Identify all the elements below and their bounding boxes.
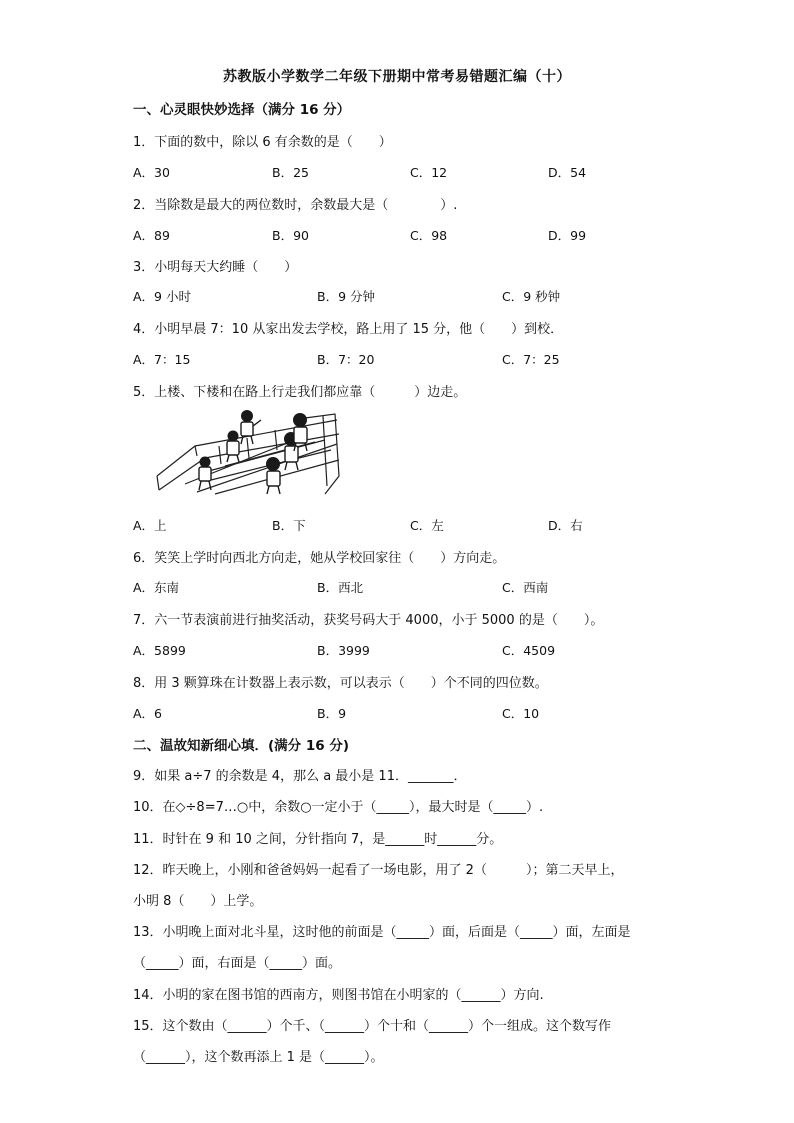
q8-option-a: A．6 bbox=[133, 706, 163, 721]
q3-option-a: A．9 小时 bbox=[133, 289, 191, 304]
question-14: 14．小明的家在图书馆的西南方，则图书馆在小明家的（______）方向. bbox=[133, 988, 544, 1003]
question-10: 10．在◇÷8=7…○中，余数○一定小于（_____），最大时是（_____）. bbox=[133, 800, 544, 815]
q3-option-c: C．9 秒钟 bbox=[502, 289, 561, 304]
question-15-line-2: （______），这个数再添上 1 是（______）。 bbox=[133, 1050, 384, 1065]
q1-option-c: C．12 bbox=[410, 165, 448, 180]
q7-option-a: A．5899 bbox=[133, 643, 186, 658]
question-2: 2．当除数是最大的两位数时，余数最大是（ ）. bbox=[133, 198, 458, 213]
question-8: 8．用 3 颗算珠在计数器上表示数，可以表示（ ）个不同的四位数。 bbox=[133, 676, 548, 691]
q5-option-a: A．上 bbox=[133, 518, 167, 533]
question-11: 11．时针在 9 和 10 之间，分针指向 7，是______时______分。 bbox=[133, 832, 503, 847]
q3-option-b: B．9 分钟 bbox=[317, 289, 376, 304]
q1-option-d: D．54 bbox=[548, 165, 587, 180]
question-12-line-1: 12．昨天晚上，小刚和爸爸妈妈一起看了一场电影，用了 2（ ）；第二天早上， bbox=[133, 863, 624, 878]
q5-option-b: B．下 bbox=[272, 518, 306, 533]
question-12-line-2: 小明 8（ ）上学。 bbox=[133, 894, 263, 909]
q4-option-c: C．7：25 bbox=[502, 352, 560, 367]
q2-option-d: D．99 bbox=[548, 228, 587, 243]
q1-option-b: B．25 bbox=[272, 165, 309, 180]
q4-option-a: A．7：15 bbox=[133, 352, 191, 367]
question-3: 3．小明每天大约睡（ ） bbox=[133, 260, 298, 275]
section-heading-choice: 一、心灵眼快妙选择（满分 16 分） bbox=[133, 102, 351, 118]
q8-option-c: C．10 bbox=[502, 706, 540, 721]
stairs-children-illustration bbox=[155, 406, 341, 498]
q2-option-b: B．90 bbox=[272, 228, 309, 243]
q1-option-a: A．30 bbox=[133, 165, 170, 180]
q6-option-a: A．东南 bbox=[133, 580, 180, 595]
q7-option-c: C．4509 bbox=[502, 643, 556, 658]
question-9: 9．如果 a÷7 的余数是 4，那么 a 最小是 11．_______． bbox=[133, 769, 467, 784]
page-title: 苏教版小学数学二年级下册期中常考易错题汇编（十） bbox=[223, 69, 571, 85]
question-1: 1．下面的数中，除以 6 有余数的是（ ） bbox=[133, 135, 392, 150]
question-5: 5．上楼、下楼和在路上行走我们都应靠（ ）边走。 bbox=[133, 385, 467, 400]
question-13-line-2: （_____）面，右面是（_____）面。 bbox=[133, 956, 342, 971]
q2-option-c: C．98 bbox=[410, 228, 448, 243]
question-13-line-1: 13．小明晚上面对北斗星，这时他的前面是（_____）面，后面是（_____）面，左面是 bbox=[133, 925, 631, 940]
section-heading-fill: 二、温故知新细心填．(满分 16 分) bbox=[133, 738, 350, 754]
question-15-line-1: 15．这个数由（______）个千、（______）个十和（______）个一组成。这个数写作 bbox=[133, 1019, 612, 1034]
q6-option-b: B．西北 bbox=[317, 580, 364, 595]
question-6: 6．笑笑上学时向西北方向走，她从学校回家往（ ）方向走。 bbox=[133, 551, 506, 566]
question-7: 7．六一节表演前进行抽奖活动，获奖号码大于 4000，小于 5000 的是（ ）。 bbox=[133, 613, 604, 628]
q7-option-b: B．3999 bbox=[317, 643, 370, 658]
question-4: 4．小明早晨 7：10 从家出发去学校，路上用了 15 分，他（ ）到校． bbox=[133, 322, 564, 337]
q5-option-d: D．右 bbox=[548, 518, 583, 533]
q5-option-c: C．左 bbox=[410, 518, 444, 533]
q2-option-a: A．89 bbox=[133, 228, 170, 243]
q8-option-b: B．9 bbox=[317, 706, 347, 721]
q6-option-c: C．西南 bbox=[502, 580, 549, 595]
q4-option-b: B．7：20 bbox=[317, 352, 375, 367]
